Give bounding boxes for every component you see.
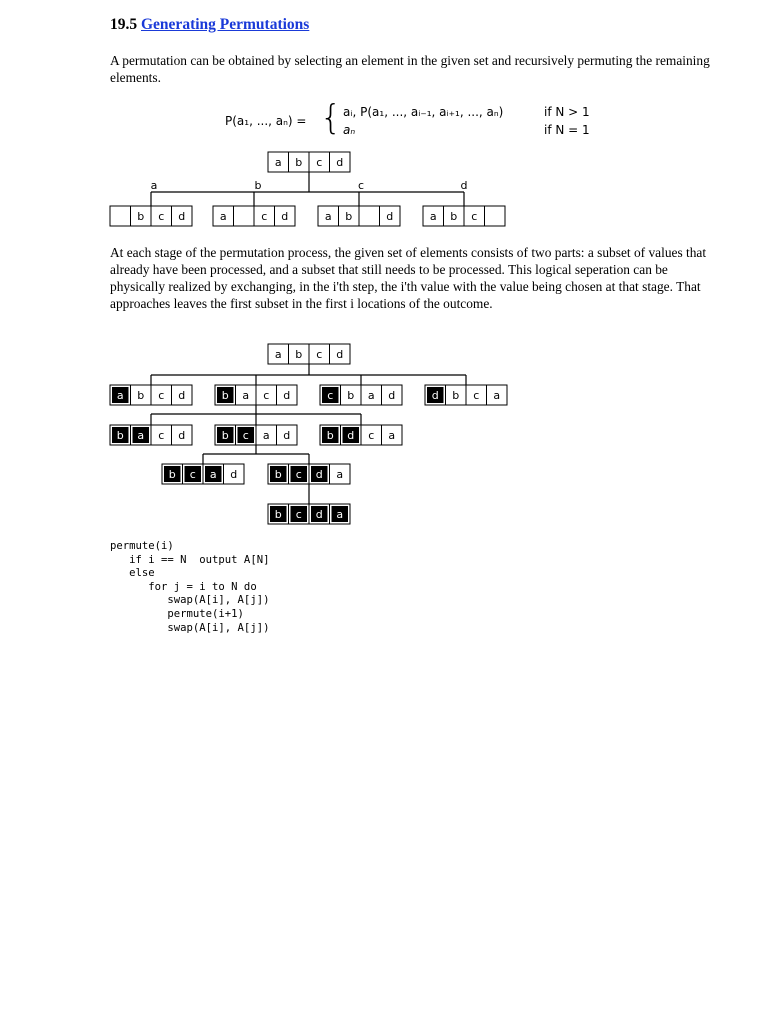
section-heading bbox=[110, 16, 309, 34]
root-array-box bbox=[268, 344, 350, 364]
level2-array-box bbox=[320, 425, 402, 445]
branch-label: c bbox=[357, 179, 365, 192]
array-cell-value: b bbox=[274, 468, 282, 481]
array-cell-value: d bbox=[283, 389, 291, 402]
array-cell-value: c bbox=[263, 389, 270, 402]
array-cell-value: c bbox=[316, 156, 323, 169]
array-cell-value: d bbox=[431, 389, 439, 402]
array-cell-value: a bbox=[274, 348, 282, 361]
level1-array-box bbox=[110, 385, 192, 405]
array-cell-value: c bbox=[261, 210, 268, 223]
array-cell-value: c bbox=[368, 429, 375, 442]
formula-lhs: P(a₁, ..., aₙ) = bbox=[225, 114, 307, 128]
permute-pseudocode bbox=[110, 540, 269, 635]
code-line: swap(A[i], A[j]) bbox=[110, 621, 270, 634]
array-cell-value: a bbox=[209, 468, 217, 481]
code-line: permute(i+1) bbox=[110, 607, 244, 620]
array-cell-value: b bbox=[295, 156, 303, 169]
array-cell-value: a bbox=[429, 210, 437, 223]
formula-case2-condition: if N = 1 bbox=[544, 123, 590, 137]
level1-array-box bbox=[425, 385, 507, 405]
array-cell-value: d bbox=[230, 468, 238, 481]
array-cell-value: c bbox=[316, 348, 323, 361]
code-line: else bbox=[110, 567, 155, 580]
array-cell-value: d bbox=[315, 508, 323, 521]
array-cell-value: b bbox=[347, 389, 355, 402]
array-cell-value: b bbox=[452, 389, 460, 402]
branch-label: a bbox=[150, 179, 158, 192]
child-array-box bbox=[318, 206, 400, 226]
level2-array-box bbox=[215, 425, 297, 445]
array-cell-value: d bbox=[336, 348, 344, 361]
array-cell-value: d bbox=[283, 429, 291, 442]
array-cell-value: c bbox=[471, 210, 478, 223]
array-cell-value: c bbox=[242, 429, 249, 442]
array-cell-value: a bbox=[219, 210, 227, 223]
level1-array-box bbox=[215, 385, 297, 405]
level3-array-box bbox=[162, 464, 244, 484]
array-cell-value: d bbox=[336, 156, 344, 169]
array-cell-value: b bbox=[450, 210, 458, 223]
root-array-box bbox=[268, 152, 350, 172]
array-cell-value: a bbox=[116, 389, 124, 402]
array-cell-value: c bbox=[158, 429, 165, 442]
array-cell-value: a bbox=[274, 156, 282, 169]
array-cell-value: a bbox=[262, 429, 270, 442]
code-line: permute(i) bbox=[110, 540, 174, 552]
array-cell-value: b bbox=[221, 389, 229, 402]
permutation-formula bbox=[225, 98, 645, 142]
code-line: for j = i to N do bbox=[110, 580, 257, 593]
child-array-box bbox=[110, 206, 192, 226]
array-cell-value: c bbox=[327, 389, 334, 402]
array-cell-value: d bbox=[178, 429, 186, 442]
array-cell-value: b bbox=[137, 389, 145, 402]
array-cell-value: d bbox=[386, 210, 394, 223]
array-cell-value: b bbox=[274, 508, 282, 521]
formula-brace: { bbox=[320, 98, 342, 138]
array-cell-value: a bbox=[336, 468, 344, 481]
array-cell-value: b bbox=[168, 468, 176, 481]
array-cell-value: d bbox=[178, 389, 186, 402]
array-cell-value: b bbox=[221, 429, 229, 442]
array-cell-value: b bbox=[137, 210, 145, 223]
array-cell-value: a bbox=[367, 389, 375, 402]
explanation-paragraph: At each stage of the permutation process, the given set of elements consists of two parts: a subset of values that already have been processed, and a subset that still needs to be processed. This logical seperation can be physically realized by exchanging, in the i'th step, the i'th value with the value being chosen at that stage. That approaches leaves the first subset in the first i locations of the outcome. bbox=[110, 245, 707, 311]
code-line: if i == N output A[N] bbox=[110, 553, 270, 566]
swap-tree-diagram bbox=[0, 340, 768, 530]
array-cell-value: c bbox=[295, 468, 302, 481]
formula-case2-value: aₙ bbox=[343, 123, 356, 137]
intro-paragraph: A permutation can be obtained by selecting an element in the given set and recursively permuting the remaining elements. bbox=[110, 53, 710, 85]
array-cell-value: c bbox=[189, 468, 196, 481]
array-cell-value: c bbox=[158, 210, 165, 223]
array-cell-value: a bbox=[388, 429, 396, 442]
section-number: 19.5 bbox=[110, 16, 138, 33]
level2-array-box bbox=[110, 425, 192, 445]
level4-array-box bbox=[268, 504, 350, 524]
child-array-box bbox=[423, 206, 505, 226]
array-cell-value: c bbox=[473, 389, 480, 402]
array-cell-value: c bbox=[158, 389, 165, 402]
array-cell-value: d bbox=[388, 389, 396, 402]
formula-case1-value: aᵢ, P(a₁, ..., aᵢ₋₁, aᵢ₊₁, ..., aₙ) bbox=[343, 105, 504, 119]
array-cell-value: b bbox=[326, 429, 334, 442]
level3-array-box bbox=[268, 464, 350, 484]
array-cell-value: d bbox=[315, 468, 323, 481]
branch-label: d bbox=[460, 179, 468, 192]
array-cell-value: b bbox=[345, 210, 353, 223]
array-cell-value: c bbox=[295, 508, 302, 521]
formula-case1-condition: if N > 1 bbox=[544, 105, 590, 119]
code-line: swap(A[i], A[j]) bbox=[110, 594, 270, 607]
level1-array-box bbox=[320, 385, 402, 405]
array-cell-value: a bbox=[493, 389, 501, 402]
array-cell-value: d bbox=[347, 429, 355, 442]
array-cell-value: d bbox=[281, 210, 289, 223]
array-cell-value: b bbox=[295, 348, 303, 361]
child-array-box bbox=[213, 206, 295, 226]
section-title-link[interactable]: Generating Permutations bbox=[141, 16, 310, 33]
array-cell-value: a bbox=[336, 508, 344, 521]
array-cell-value: b bbox=[116, 429, 124, 442]
array-cell-value: a bbox=[137, 429, 145, 442]
array-cell-value: a bbox=[242, 389, 250, 402]
array-cell-value: d bbox=[178, 210, 186, 223]
array-cell-value: a bbox=[324, 210, 332, 223]
selection-tree-diagram bbox=[0, 148, 768, 238]
branch-label: b bbox=[254, 179, 262, 192]
